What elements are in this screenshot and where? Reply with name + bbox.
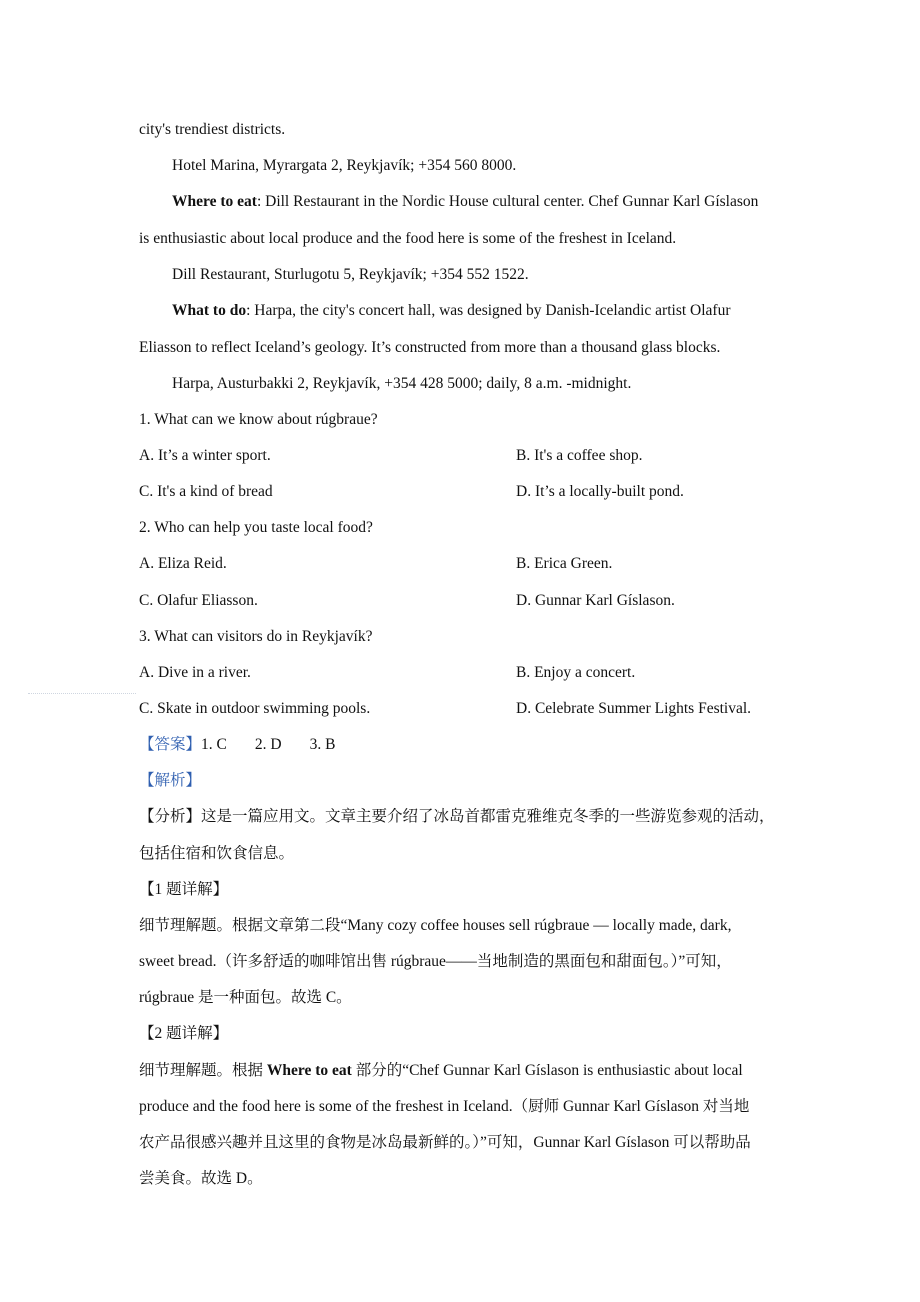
question-1-option-a: A. It’s a winter sport. (139, 447, 271, 464)
q1-detail-line-3: rúgbraue 是一种面包。故选 C。 (139, 989, 352, 1006)
fenxi-text-cont: 包括住宿和饮食信息。 (139, 845, 295, 862)
dill-address: Dill Restaurant, Sturlugotu 5, Reykjavík; +354 552 1522. (172, 266, 529, 283)
q2-detail-bold: Where to eat (266, 1062, 352, 1079)
question-3-option-c: C. Skate in outdoor swimming pools. (139, 700, 371, 717)
q1-detail-line-1: 细节理解题。根据文章第二段“Many cozy coffee houses sell rúgbraue — locally made, dark, (139, 917, 732, 934)
q2-detail-post: 部分的“Chef Gunnar Karl Gíslason is enthusiastic about local (351, 1062, 743, 1079)
where-to-eat-paragraph (172, 192, 822, 212)
where-to-eat-label: Where to eat (172, 193, 257, 210)
question-2-stem: 2. Who can help you taste local food? (139, 519, 373, 536)
answer-3: 3. B (309, 736, 336, 753)
answer-1: 1. C (201, 736, 227, 753)
fenxi-label: 【分析】 (139, 808, 202, 825)
analysis-label: 【解析】 (139, 772, 202, 789)
what-to-do-label: What to do (172, 302, 247, 319)
answer-label: 【答案】 (139, 736, 202, 753)
question-1-stem: 1. What can we know about rúgbraue? (139, 411, 378, 428)
q2-detail-line-4: 尝美食。故选 D。 (139, 1170, 263, 1187)
question-3-stem: 3. What can visitors do in Reykjavík? (139, 628, 373, 645)
answer-line (139, 735, 789, 755)
q2-detail-line-2: produce and the food here is some of the freshest in Iceland.（厨师 Gunnar Karl Gíslason 对当地 (139, 1098, 750, 1115)
q2-detail-pre: 细节理解题。根据 (139, 1062, 267, 1079)
what-to-do-paragraph (172, 301, 822, 321)
question-2-option-d: D. Gunnar Karl Gíslason. (516, 592, 675, 609)
question-1-option-c: C. It's a kind of bread (139, 483, 273, 500)
question-3-option-d: D. Celebrate Summer Lights Festival. (516, 700, 752, 717)
passage-line-trendiest: city's trendiest districts. (139, 121, 286, 138)
question-2-option-a: A. Eliza Reid. (139, 555, 227, 572)
answer-2: 2. D (254, 736, 282, 753)
harpa-address: Harpa, Austurbakki 2, Reykjavík, +354 428 5000; daily, 8 a.m. -midnight. (172, 375, 632, 392)
question-1-option-b: B. It's a coffee shop. (516, 447, 643, 464)
what-to-do-text-cont: Eliasson to reflect Iceland’s geology. It’s constructed from more than a thousand glass blocks. (139, 339, 721, 356)
margin-divider (28, 693, 136, 694)
question-2-option-c: C. Olafur Eliasson. (139, 592, 258, 609)
what-to-do-text: : Harpa, the city's concert hall, was designed by Danish-Icelandic artist Olafur (246, 302, 731, 319)
where-to-eat-text-cont: is enthusiastic about local produce and the food here is some of the freshest in Iceland. (139, 230, 677, 247)
question-3-option-a: A. Dive in a river. (139, 664, 251, 681)
hotel-address: Hotel Marina, Myrargata 2, Reykjavík; +354 560 8000. (172, 157, 517, 174)
where-to-eat-text: : Dill Restaurant in the Nordic House cultural center. Chef Gunnar Karl Gíslason (256, 193, 759, 210)
fenxi-paragraph (139, 807, 789, 827)
q1-detail-line-2: sweet bread.（许多舒适的咖啡馆出售 rúgbraue——当地制造的黑面包和甜面包。）”可知， (139, 953, 732, 970)
question-2-option-b: B. Erica Green. (516, 555, 613, 572)
q2-detail-line-3: 农产品很感兴趣并且这里的食物是冰岛最新鲜的。）”可知，Gunnar Karl Gíslason 可以帮助品 (139, 1134, 751, 1151)
question-3-option-b: B. Enjoy a concert. (516, 664, 636, 681)
q2-detail-label: 【2 题详解】 (139, 1025, 229, 1042)
question-1-option-d: D. It’s a locally-built pond. (516, 483, 684, 500)
fenxi-text: 这是一篇应用文。文章主要介绍了冰岛首都雷克雅维克冬季的一些游览参观的活动， (201, 808, 775, 825)
q1-detail-label: 【1 题详解】 (139, 881, 229, 898)
q2-detail-line-1 (139, 1061, 789, 1081)
